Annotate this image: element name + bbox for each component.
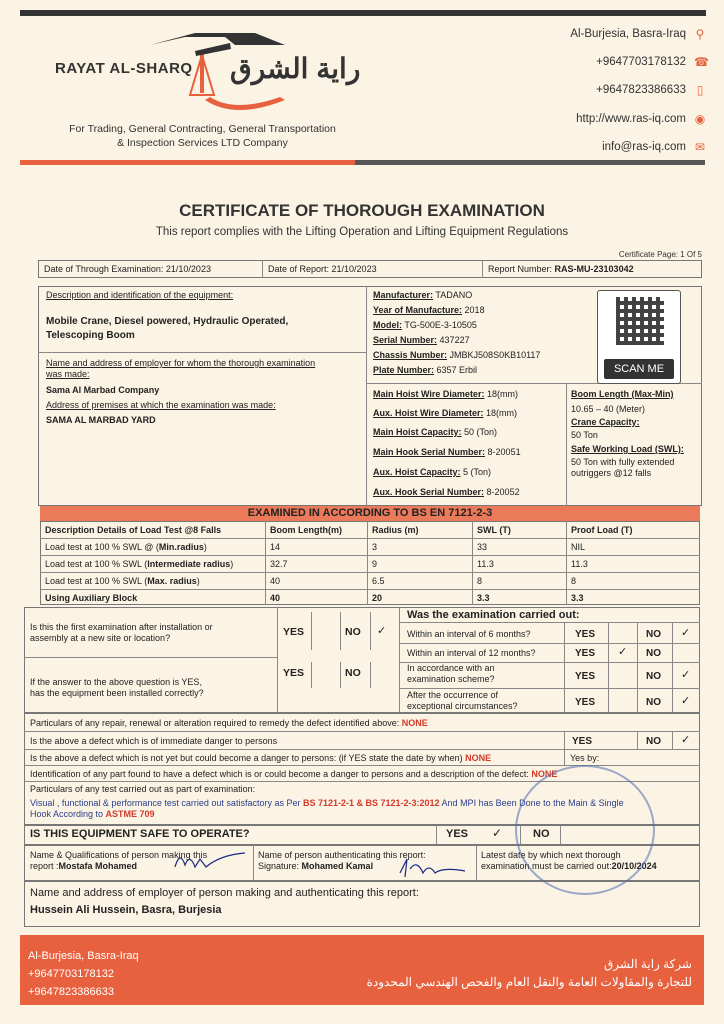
certificate-title: CERTIFICATE OF THOROUGH EXAMINATION	[179, 201, 545, 220]
final-employer-value: Hussein Ali Hussein, Basra, Burjesia	[30, 904, 222, 916]
qr-code-icon	[616, 297, 664, 345]
main-cap	[373, 427, 497, 438]
tagline-line-1: For Trading, General Contracting, General Transportation	[69, 123, 336, 135]
row-desc: Load test at 100 % SWL (	[45, 576, 148, 586]
plate-value: 6357 Erbil	[436, 365, 478, 375]
table-row-divider	[40, 572, 700, 573]
q-divider	[340, 662, 341, 688]
immediate-danger: Is the above a defect which is of immediate danger to persons	[30, 736, 278, 746]
web-icon: ◉	[694, 112, 706, 126]
table-col-divider	[265, 521, 266, 605]
premises-value: SAMA AL MARBAD YARD	[46, 415, 156, 425]
table-cell: 3	[372, 542, 378, 552]
contact-mobile	[596, 84, 706, 96]
aux-wire-label: Aux. Hoist Wire Diameter:	[373, 408, 484, 418]
check-icon: ✓	[492, 826, 503, 840]
contact-address-text: Al-Burjesia, Basra-Iraq	[570, 28, 686, 40]
q-divider	[24, 657, 277, 658]
identification-label: Identification of any part found to have a defect which is or could become a danger to persons and a description of the defect:	[30, 769, 529, 779]
table-header: SWL (T)	[477, 525, 511, 535]
aux-hook-label: Aux. Hook Serial Number:	[373, 487, 485, 497]
table-row-divider	[40, 589, 700, 590]
row-desc: Load test at 100 % SWL @ (	[45, 542, 159, 552]
header-divider-orange	[20, 160, 355, 165]
not-yet-value: NONE	[465, 753, 492, 763]
equipment-desc-label: Description and identification of the equipment:	[46, 290, 234, 300]
contact-phone-text: +9647703178132	[596, 56, 686, 68]
qualifications-label-line-2: report :	[30, 861, 59, 871]
tests-standard: BS 7121-2-1 & BS 7121-2-3:2012	[302, 798, 440, 808]
main-wire	[373, 389, 518, 400]
location-icon: ⚲	[695, 27, 705, 41]
final-employer-label: Name and address of employer of person making and authenticating this report:	[30, 887, 419, 899]
defect-divider	[24, 731, 700, 732]
exam-scheme-line-1: In accordance with an	[407, 663, 495, 673]
aux-cap-value: 5 (Ton)	[463, 467, 492, 477]
immediate-no[interactable]: NO	[646, 736, 661, 747]
contact-mobile-text: +9647823386633	[596, 84, 686, 96]
scheme-yes[interactable]: YES	[575, 671, 596, 682]
exam-date: Date of Through Examination: 21/10/2023	[44, 264, 211, 274]
defect-divider	[672, 731, 673, 749]
table-cell: NIL	[571, 542, 586, 552]
q-divider	[608, 622, 609, 713]
manufacturer	[373, 290, 472, 301]
repair-line	[30, 718, 428, 729]
footer-arabic	[367, 955, 692, 991]
header-divider-gray	[355, 160, 705, 165]
year	[373, 305, 485, 316]
footer-mobile: +9647823386633	[28, 986, 114, 998]
model-value: TG-500E-3-10505	[404, 320, 477, 330]
table-cell: 9	[372, 559, 378, 569]
q1-no[interactable]: NO	[345, 626, 361, 638]
table-cell: 11.3	[571, 559, 588, 569]
q-divider	[311, 662, 312, 688]
exceptional-yes[interactable]: YES	[575, 697, 596, 708]
company-tagline	[55, 122, 350, 150]
qualifications-label-line-1: Name & Qualifications of person making this	[30, 850, 208, 860]
main-hook	[373, 447, 521, 458]
footer-address: Al-Burjesia, Basra-Iraq	[28, 950, 139, 962]
table-cell: 3.3	[477, 593, 490, 603]
email-icon: ✉	[694, 140, 706, 154]
table-row: Using Auxiliary Block	[45, 593, 138, 603]
within-12-months: Within an interval of 12 months?	[407, 648, 536, 658]
check-icon: ✓	[681, 734, 691, 746]
tests-label: Particulars of any test carried out as part of examination:	[30, 784, 256, 794]
identification	[30, 769, 557, 780]
aux-hook-value: 8-20052	[486, 487, 520, 497]
examined-banner: EXAMINED IN ACCORDING TO BS EN 7121-2-3	[40, 506, 700, 521]
authenticator-name: Mohamed Kamal	[301, 861, 374, 871]
table-cell: 8	[571, 576, 577, 586]
table-header: Description Details of Load Test @8 Falls	[45, 525, 222, 535]
signature-kamal-icon	[395, 855, 475, 883]
chassis	[373, 350, 540, 361]
q-divider	[399, 688, 700, 689]
signature-label: Signature:	[258, 861, 300, 871]
main-cap-label: Main Hoist Capacity:	[373, 427, 462, 437]
repair-label: Particulars of any repair, renewal or alteration required to remedy the defect identified above:	[30, 718, 400, 728]
serial-label: Serial Number:	[373, 335, 438, 345]
sig-divider	[253, 845, 254, 881]
check-icon: ✓	[681, 669, 691, 681]
question-installed-line-1: If the answer to the above question is YES,	[30, 677, 202, 687]
table-header: Proof Load (T)	[571, 525, 633, 535]
contact-email-text: info@ras-iq.com	[602, 141, 686, 153]
row12-yes[interactable]: YES	[575, 648, 596, 659]
footer-phone: +9647703178132	[28, 968, 114, 980]
tagline-line-2: & Inspection Services LTD Company	[117, 137, 288, 149]
table-cell: 11.3	[477, 559, 494, 569]
table-header: Radius (m)	[372, 525, 419, 535]
q-divider	[637, 622, 638, 713]
carried-out-title: Was the examination carried out:	[407, 609, 580, 621]
employer-label	[46, 358, 315, 380]
swl-value	[571, 457, 674, 479]
year-label: Year of Manufacture:	[373, 305, 463, 315]
aux-wire	[373, 408, 517, 419]
report-number	[488, 264, 634, 275]
row-desc-bold: Max. radius	[147, 576, 197, 586]
defect-divider	[564, 731, 565, 765]
authenticator-label: Name of person authenticating this report:	[258, 850, 426, 860]
next-exam-label-line-1: Latest date by which next thorough	[481, 850, 621, 860]
table-cell: 14	[270, 542, 281, 552]
scan-me-label: SCAN ME	[604, 359, 674, 379]
equipment-divider	[366, 286, 367, 506]
chassis-label: Chassis Number:	[373, 350, 448, 360]
q-divider	[399, 643, 700, 644]
safe-yes[interactable]: YES	[446, 828, 469, 840]
question-first-exam	[30, 622, 213, 644]
q-divider	[370, 612, 371, 650]
contact-web	[576, 113, 706, 125]
tests-text-3: Hook According to	[30, 809, 106, 819]
tests-astm: ASTME 709	[105, 809, 155, 819]
table-cell: 32.7	[270, 559, 288, 569]
q2-yes[interactable]: YES	[283, 667, 305, 679]
top-bar	[20, 10, 706, 16]
employer-label-line-2: was made:	[46, 369, 90, 379]
tests-text-2: And MPI has Been Done to the Main & Single	[439, 798, 624, 808]
certificate-subtitle: This report complies with the Lifting Operation and Lifting Equipment Regulations	[155, 226, 569, 238]
swl-label: Safe Working Load (SWL):	[571, 444, 684, 454]
serial	[373, 335, 470, 346]
phone-icon: ☎	[694, 55, 709, 69]
immediate-yes[interactable]: YES	[572, 736, 593, 747]
next-exam-date: 20/10/2024	[611, 861, 657, 871]
row-desc-end: )	[203, 542, 207, 552]
q-divider	[399, 622, 700, 623]
main-wire-value: 18(mm)	[486, 389, 518, 399]
table-cell: 40	[270, 593, 281, 603]
row-desc: Load test at 100 % SWL (	[45, 559, 148, 569]
employer-label-line-1: Name and address of employer for whom the thorough examination	[46, 358, 316, 368]
equipment-desc-line-2: Telescoping Boom	[46, 330, 135, 341]
company-stamp-icon	[515, 765, 655, 895]
check-icon: ✓	[377, 625, 387, 637]
contact-email	[602, 141, 706, 153]
safe-divider	[436, 825, 437, 845]
table-cell: 3.3	[571, 593, 584, 603]
manufacturer-value: TADANO	[435, 290, 473, 300]
qr-code-box[interactable]	[597, 290, 681, 384]
boom-value: 10.65 – 40 (Meter)	[571, 404, 646, 414]
yes-by: Yes by:	[570, 753, 600, 763]
report-date: Date of Report: 21/10/2023	[268, 264, 377, 274]
table-row	[45, 542, 207, 553]
table-cell: 33	[477, 542, 488, 552]
main-hook-label: Main Hook Serial Number:	[373, 447, 486, 457]
table-col-divider	[367, 521, 368, 605]
identification-value: NONE	[531, 769, 558, 779]
safe-question: IS THIS EQUIPMENT SAFE TO OPERATE?	[30, 828, 250, 840]
q-divider	[672, 622, 673, 713]
table-cell: 6.5	[372, 576, 385, 586]
equipment-desc-line-1: Mobile Crane, Diesel powered, Hydraulic Operated,	[46, 316, 289, 327]
report-number-label: Report Number:	[488, 264, 553, 274]
boom-label: Boom Length (Max-Min)	[571, 389, 674, 399]
question-first-exam-line-2: assembly at a new site or location?	[30, 633, 171, 643]
exceptional-no[interactable]: NO	[646, 697, 661, 708]
meta-divider	[262, 260, 263, 278]
safe-no[interactable]: NO	[533, 828, 550, 840]
q1-yes[interactable]: YES	[283, 626, 305, 638]
repair-value: NONE	[401, 718, 428, 728]
q-divider	[277, 607, 278, 713]
q2-no[interactable]: NO	[345, 667, 361, 679]
table-row-divider	[40, 538, 700, 539]
defect-divider	[24, 749, 700, 750]
model-label: Model:	[373, 320, 402, 330]
row6-yes[interactable]: YES	[575, 629, 596, 640]
q-divider	[311, 612, 312, 650]
table-cell: 40	[270, 576, 281, 586]
exceptional	[407, 690, 518, 712]
q-divider	[340, 612, 341, 650]
report-number-value: RAS-MU-23103042	[554, 264, 634, 274]
logo-text-en: RAYAT AL-SHARQ	[55, 60, 193, 77]
aux-hook	[373, 487, 520, 498]
sig-divider	[476, 845, 477, 881]
row-desc-bold: Intermediate radius	[147, 559, 231, 569]
exam-scheme-line-2: examination scheme?	[407, 674, 495, 684]
check-icon: ✓	[618, 646, 628, 658]
qualifications-name: Mostafa Mohamed	[58, 861, 138, 871]
contact-web-text: http://www.ras-iq.com	[576, 113, 686, 125]
next-exam-label-line-2: examination must be carried out:	[481, 861, 612, 871]
table-col-divider	[566, 521, 567, 605]
footer	[20, 935, 704, 1005]
aux-cap-label: Aux. Hoist Capacity:	[373, 467, 461, 477]
equipment-desc	[46, 315, 288, 343]
footer-arabic-desc: للتجارة والمقاولات العامة والنقل العام والفحص الهندسي المحدودة	[366, 975, 692, 989]
q-divider	[370, 662, 371, 688]
not-yet-label: Is the above a defect which is not yet but could become a danger to persons: (if YES state the date by when)	[30, 753, 463, 763]
swl-line-1: 50 Ton with fully extended	[571, 457, 675, 467]
question-first-exam-line-1: Is this the first examination after installation or	[30, 622, 213, 632]
contact-address	[570, 28, 706, 40]
scheme-no[interactable]: NO	[646, 671, 661, 682]
main-wire-label: Main Hoist Wire Diameter:	[373, 389, 485, 399]
row-desc-end: )	[196, 576, 200, 586]
equipment-divider	[38, 352, 366, 353]
row6-no[interactable]: NO	[646, 629, 661, 640]
swl-line-2: outriggers @12 falls	[571, 468, 652, 478]
q-divider	[564, 622, 565, 713]
main-hook-value: 8-20051	[487, 447, 521, 457]
crane-cap-value: 50 Ton	[571, 430, 598, 440]
manufacturer-label: Manufacturer:	[373, 290, 434, 300]
logo-text-ar: راية الشرق	[230, 53, 361, 84]
row-desc-bold: Min.radius	[158, 542, 204, 552]
contact-phone	[596, 55, 709, 69]
premises-label: Address of premises at which the examination was made:	[46, 400, 276, 410]
certificate-page-number: Certificate Page: 1 Of 5	[618, 250, 702, 259]
tests-text: Visual , functional & performance test carried out satisfactory as Per	[30, 798, 303, 808]
footer-contacts	[28, 947, 139, 1001]
row-desc-end: )	[230, 559, 234, 569]
question-installed	[30, 677, 204, 699]
check-icon: ✓	[681, 695, 691, 707]
aux-cap	[373, 467, 491, 478]
within-6-months: Within an interval of 6 months?	[407, 629, 531, 639]
model	[373, 320, 477, 331]
plate-label: Plate Number:	[373, 365, 435, 375]
exceptional-line-1: After the occurrence of	[407, 690, 499, 700]
main-cap-value: 50 (Ton)	[464, 427, 498, 437]
question-installed-line-2: has the equipment been installed correctly?	[30, 688, 204, 698]
table-row-divider	[40, 555, 700, 556]
exceptional-line-2: exceptional circumstances?	[407, 701, 518, 711]
table-row	[45, 559, 233, 570]
equipment-divider	[566, 383, 567, 506]
table-col-divider	[472, 521, 473, 605]
exam-scheme	[407, 663, 495, 685]
signature-mostafa-icon	[170, 845, 250, 875]
not-yet-danger	[30, 753, 491, 764]
check-icon: ✓	[681, 627, 691, 639]
employer-name: Sama Al Marbad Company	[46, 385, 160, 395]
crane-cap-label: Crane Capacity:	[571, 417, 640, 427]
mobile-icon: ▯	[696, 83, 704, 97]
chassis-value: JMBKJ508S0KB10117	[449, 350, 541, 360]
table-cell: 8	[477, 576, 483, 586]
table-header: Boom Length(m)	[270, 525, 342, 535]
footer-arabic-name: شركة راية الشرق	[603, 957, 692, 971]
table-row	[45, 576, 200, 587]
year-value: 2018	[464, 305, 485, 315]
table-cell: 20	[372, 593, 383, 603]
meta-divider	[482, 260, 483, 278]
defect-divider	[637, 731, 638, 749]
row12-no[interactable]: NO	[646, 648, 661, 659]
plate	[373, 365, 477, 376]
aux-wire-value: 18(mm)	[485, 408, 517, 418]
serial-value: 437227	[439, 335, 470, 345]
